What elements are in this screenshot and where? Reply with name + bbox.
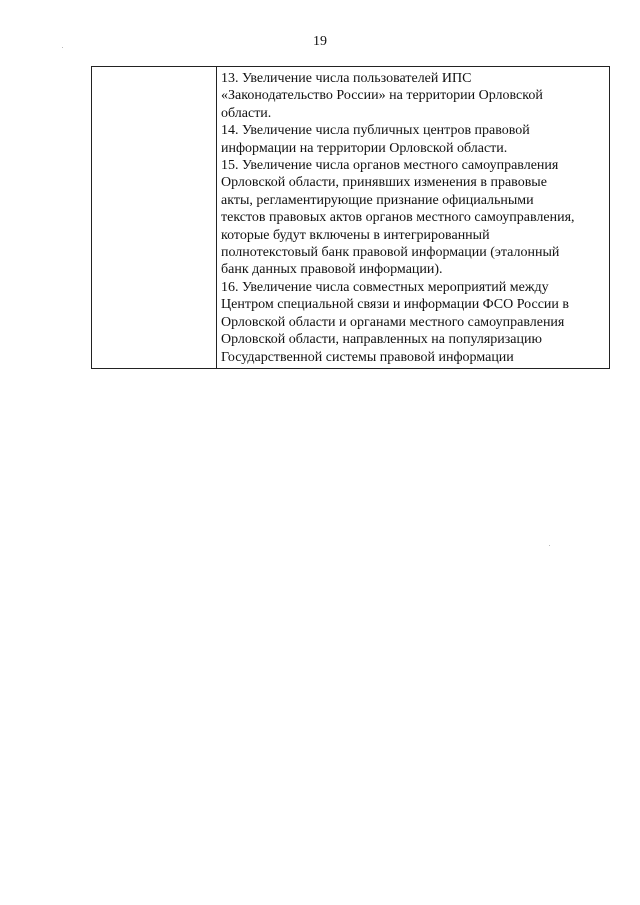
scan-speck: [549, 545, 550, 546]
text-line: области.: [221, 105, 272, 121]
text-line: Орловской области, принявших изменения в правовые: [221, 175, 547, 191]
text-line: 15. Увеличение числа органов местного самоуправления: [221, 158, 559, 174]
text-line: акты, регламентирующие признание официальными: [221, 192, 534, 208]
scan-speck: [62, 47, 63, 48]
text-line: банк данных правовой информации).: [221, 262, 443, 278]
text-line: «Законодательство России» на территории Орловской: [221, 88, 543, 104]
indicators-cell: [217, 67, 610, 369]
text-line: Центром специальной связи и информации ФСО России в: [221, 297, 570, 313]
text-line: Орловской области, направленных на популяризацию: [221, 332, 542, 348]
page-number: 19: [313, 34, 327, 49]
text-line: информации на территории Орловской области.: [221, 140, 508, 156]
indicators-table: [91, 66, 610, 369]
text-line: 13. Увеличение числа пользователей ИПС: [221, 71, 472, 86]
text-line: которые будут включены в интегрированный: [221, 227, 490, 243]
indicators-text: [217, 67, 609, 366]
text-line: текстов правовых актов органов местного самоуправления,: [221, 210, 575, 226]
text-line: полнотекстовый банк правовой информации (эталонный: [221, 245, 560, 261]
table-row: [92, 67, 610, 369]
text-line: 16. Увеличение числа совместных мероприятий между: [221, 279, 549, 295]
text-line: Государственной системы правовой информации: [221, 349, 514, 365]
empty-left-cell: [92, 67, 217, 369]
text-line: Орловской области и органами местного самоуправления: [221, 314, 565, 330]
text-line: 14. Увеличение числа публичных центров правовой: [221, 123, 530, 139]
